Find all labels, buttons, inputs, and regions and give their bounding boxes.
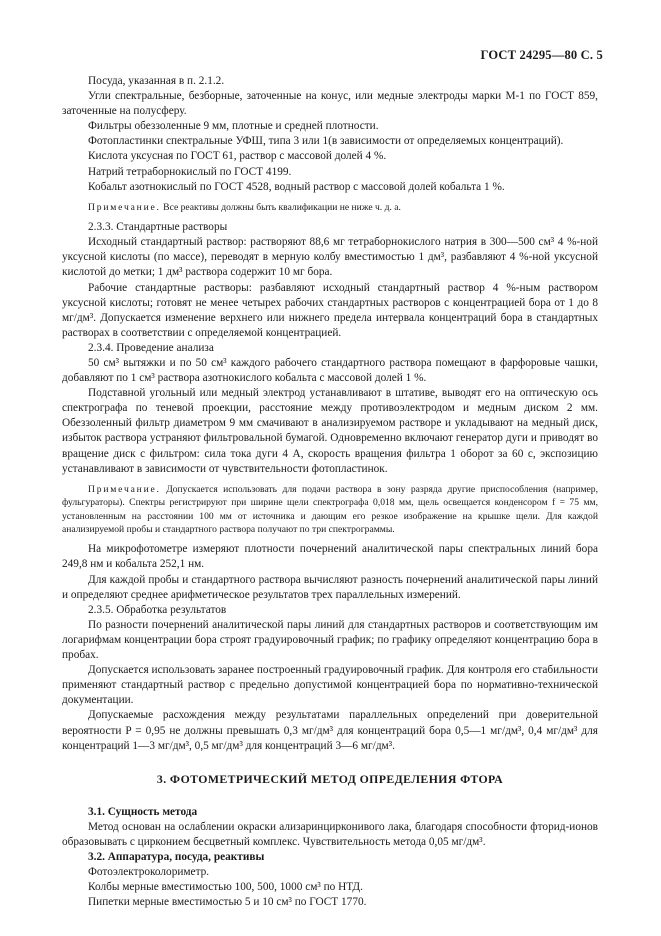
paragraph: Кислота уксусная по ГОСТ 61, раствор с массовой долей 4 %. — [88, 150, 387, 163]
paragraph: Фотопластинки спектральные УФШ, типа 3 или 1(в зависимости от определяемых концентраций). — [88, 135, 564, 148]
paragraph: Кобальт азотнокислый по ГОСТ 4528, водный раствор с массовой долей кобальта 1 %. — [88, 180, 505, 193]
paragraph: Натрий тетраборнокислый по ГОСТ 4199. — [88, 165, 292, 178]
subsection-heading: 2.3.4. Проведение анализа — [88, 341, 214, 354]
paragraph: Метод основан на ослаблении окраски ализаринцирконивого лака, благодаря способности фторид-ионов образовывать с цирконием бесцветный комплекс. Чувствительность метода 0,05 мг/дм³. — [62, 820, 598, 848]
subsection-heading: 2.3.5. Обработка результатов — [88, 603, 227, 616]
note — [62, 483, 598, 537]
paragraph: Фотоэлектроколориметр. — [88, 866, 210, 879]
subsection-heading: 3.1. Сущность метода — [88, 805, 198, 818]
paragraph: Фильтры обеззоленные 9 мм, плотные и средней плотности. — [88, 120, 379, 133]
note-label: Примечание. — [88, 201, 161, 213]
paragraph: На микрофотометре измеряют плотности почернений аналитической пары спектральных линий бора 249,8 нм и кобальта 252,1 нм. — [62, 543, 598, 571]
note-label: Примечание. — [88, 483, 161, 495]
paragraph: Для каждой пробы и стандартного раствора вычисляют разность почернений аналитической пары линий и определяют среднее арифметическое результатов трех параллельных измерений. — [62, 573, 598, 601]
note-text: Допускается использовать для подачи раствора в зону разряда другие приспособления (например, фульгураторы). Спектры регистрируют при ширине щели спектрографа 0,018 мм, щель освещается конденсором f = 75 мм, установленным на расстоянии 100 мм от источника и дающим его резкое изображение на крышке щели. Для каждой анализируемой пробы и стандартного раствора получают по три спектрограммы. — [62, 483, 598, 535]
paragraph: Допускается использовать заранее построенный градуировочный график. Для контроля его стабильности применяют стандартный раствор с предельно допустимой концентрацией бора по нормативно-технической документации. — [62, 664, 598, 707]
paragraph: Угли спектральные, безборные, заточенные на конус, или медные электроды марки М-1 по ГОСТ 859, заточенные на полусферу. — [62, 90, 598, 118]
paragraph: Допускаемые расхождения между результатами параллельных определений при доверительной вероятности P = 0,95 не должны превышать 0,3 мг/дм³ для концентраций бора 0,5—1 мг/дм³, 0,4 мг/дм³ для концентраций 1—3 мг/дм³, 0,5 мг/дм³ для концентраций 3—6 мг/дм³. — [62, 709, 598, 752]
paragraph: Пипетки мерные вместимостью 5 и 10 см³ по ГОСТ 1770. — [88, 896, 367, 909]
paragraph: Рабочие стандартные растворы: разбавляют исходный стандартный раствор 4 %-ным раствором уксусной кислоты; готовят не менее четырех рабочих стандартных растворов с концентрацией бора от 1 до 8 мг/дм³. Допускается изменение верхнего или нижнего предела интервала концентраций бора в стандартных растворах в соответствии с определяемой концентрацией. — [62, 281, 598, 339]
paragraph: По разности почернений аналитической пары линий для стандартных растворов и соответствующим им логарифмам концентрации бора строят градуировочный график; по графику определяют концентрацию бора в пробах. — [62, 618, 598, 662]
paragraph: Колбы мерные вместимостью 100, 500, 1000 см³ по НТД. — [88, 881, 363, 894]
paragraph: Исходный стандартный раствор: растворяют 88,6 мг тетраборнокислого натрия в 300—500 см³ 4 %-ной уксусной кислоты (по массе), переводят в мерную колбу вместимостью 1 дм³, разбавляют 4 %-ной уксусной кислотой до метки; 1 дм³ раствора содержит 10 мг бора. — [62, 236, 598, 279]
section-heading: 3. ФОТОМЕТРИЧЕСКИЙ МЕТОД ОПРЕДЕЛЕНИЯ ФТОРА — [156, 771, 504, 786]
note — [62, 201, 598, 214]
subsection-heading: 2.3.3. Стандартные растворы — [88, 221, 228, 234]
subsection-heading: 3.2. Аппаратура, посуда, реактивы — [88, 851, 265, 864]
paragraph: 50 см³ вытяжки и по 50 см³ каждого рабочего стандартного раствора помещают в фарфоровые чашки, добавляют по 1 см³ раствора азотнокислого кобальта с массовой долей 1 %. — [62, 357, 598, 385]
note-text: Все реактивы должны быть квалификации не ниже ч. д. а. — [160, 201, 401, 213]
paragraph: Посуда, указанная в п. 2.1.2. — [88, 75, 225, 87]
body-text — [62, 74, 598, 910]
page-header: ГОСТ 24295—80 С. 5 — [480, 48, 603, 62]
paragraph: Подставной угольный или медный электрод устанавливают в штативе, выводят его на оптическую ось спектрографа по теневой проекции, расстояние между противоэлектродом и медным диском 2 мм. Обеззоленный фильтр диаметром 9 мм смачивают в анализируемом растворе и укладывают на медный диск, избыток раствора устраняют фильтровальной бумагой. Одновременно включают генератор дуги и приводят во вращение диск с фильтром: сила тока дуги 4 А, скорость вращения фильтра 1 оборот за 60 с, экспозицию устанавливают в зависимости от чувствительности фотопластинок. — [62, 387, 598, 475]
